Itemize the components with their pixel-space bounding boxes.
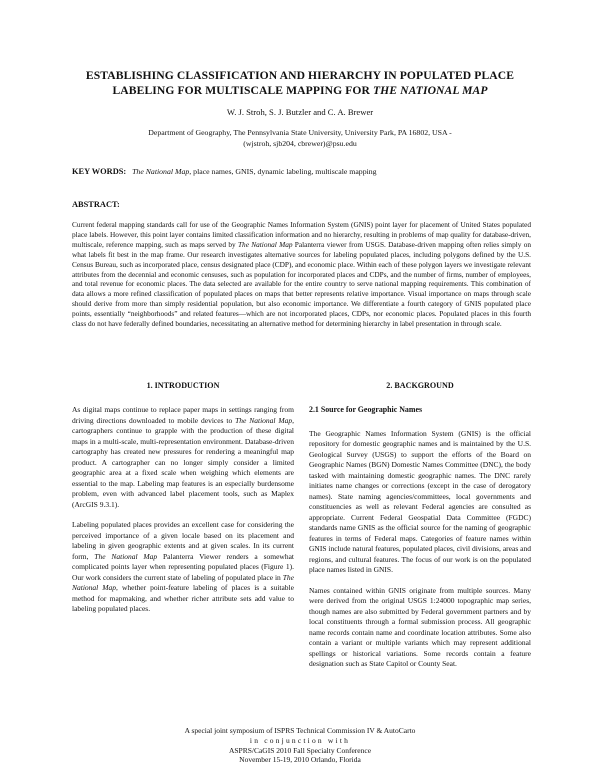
- footer-line-1: A special joint symposium of ISPRS Technical Commission IV & AutoCarto: [184, 726, 416, 735]
- abstract-text-2: Palanterra viewer from USGS. Database-driven mapping often relies simply on what labels fit best in the map frame. Our research investigates alternative sources for labeling populated places, including polygons defined by the U.S. Census Bureau, such as incorporated place, census designated place (CDP), and economic place. Within each of these polygon layers we investigate relevant attributes from the decennial and economic censuses, such as population for incorporated places and CDPs, and the number of firms, number of employees, and total revenue for economic places. The data selected are available for the entire country to serve national mapping requirements. This combination of data allows a more refined classification of populated places on maps that better represents relative importance. Visual importance on maps through scale should derive from more than simply residential population, but also economic importance. We differentiate a fourth category of GNIS populated place points, essentially “neighborhoods” and related features—which are not incorporated places, CDPs, nor economic places. Populated places in this fourth class do not have federally defined boundaries, necessitating an alternative method for determining hierarchy in label presentation in through scale.: [72, 239, 532, 329]
- right-column: [309, 381, 531, 680]
- background-paragraph-1: The Geographic Names Information System (GNIS) is the official repository for domestic geographic names and is maintained by the U.S. Geological Survey (USGS) to support the efforts of the Board on Geographic Names (BGN) Domestic Names Committee (DNC), the body tasked with maintaining domestic geographic names. The DNC rarely initiates name changes or corrections (except in the case of derogatory names). State naming agencies/committees, local governments and constituencies as well as relevant Federal agencies are consulted as appropriate. Current Federal Geospatial Data Committee (FGDC) standards name GNIS as the official source for the naming of geographic features in terms of Federal maps. Categories of feature names within GNIS include natural features, populated places, civil divisions, areas and regions, and cultural features. The focus of our work is on the populated place names listed in GNIS.: [309, 428, 531, 574]
- intro-p2-italic-2: The National Map: [72, 572, 294, 592]
- author-list: W. J. Stroh, S. J. Butzler and C. A. Brewer: [226, 107, 374, 117]
- title-line-2-italic: THE NATIONAL MAP: [372, 84, 488, 97]
- title-line-2-prefix: LABELING FOR MULTISCALE MAPPING FOR: [112, 84, 373, 97]
- section-heading-introduction: 1. INTRODUCTION: [146, 381, 220, 390]
- footer-line-3: ASPRS/CaGIS 2010 Fall Specialty Conference: [228, 745, 372, 755]
- intro-p2-text-a: Labeling populated places provides an excellent case for considering the perceived importance of a given locale based on its placement and labeling in given geographic extents and at given scales. In its current form,: [72, 520, 294, 561]
- intro-p2-italic-1: The National Map: [94, 551, 158, 561]
- intro-p1-text-a: As digital maps continue to replace paper maps in settings ranging from driving directions downloaded to mobile devices to: [72, 405, 294, 425]
- subsection-heading-geographic-names: 2.1 Source for Geographic Names: [309, 405, 423, 414]
- keywords-rest: , place names, GNIS, dynamic labeling, multiscale mapping: [189, 167, 377, 176]
- abstract-text-1: Current federal mapping standards call for use of the Geographic Names Information System (GNIS) point layer for placement of United States populated place labels. However, this point layer contains limited classification information and no hierarchy, resulting in problems of map quality for database-driven, multiscale, reference mapping, such as maps served by: [72, 220, 531, 249]
- keywords-italic: The National Map: [132, 167, 190, 176]
- intro-paragraph-1: [72, 405, 294, 510]
- keywords: [72, 166, 532, 177]
- footer-line-2: in conjunction with: [249, 735, 351, 745]
- title-line-2: [72, 83, 528, 98]
- intro-p1-italic: The National Map: [235, 415, 293, 425]
- abstract-body: [72, 220, 531, 329]
- intro-p2-text-b: Palanterra Viewer renders a somewhat complicated points layer when representing populated places (Figure 1). Our work considers the current state of labeling of populated place in: [72, 551, 294, 582]
- paper-title: [72, 68, 528, 98]
- footer-line-4: November 15-19, 2010 Orlando, Florida: [239, 755, 361, 765]
- affiliation-line-1: Department of Geography, The Pennsylvania State University, University Park, PA 16802, USA -: [148, 128, 452, 137]
- intro-paragraph-2: [72, 520, 294, 615]
- background-paragraph-2: Names contained within GNIS originate from multiple sources. Many were derived from the original USGS 1:24000 topographic map series, though names are also submitted by Federal government partners and by local constituents through a formal submission process. All geographic name records contain name and coordinate location attributes. Some also contain a variant or multiple variants which may represent additional spellings or historical variations. Some records contain a feature designation such as State Capitol or County Seat.: [309, 585, 531, 668]
- left-column: [72, 381, 294, 625]
- keywords-label: KEY WORDS:: [72, 167, 127, 176]
- abstract-italic: The National Map: [238, 239, 293, 249]
- abstract-heading: ABSTRACT:: [72, 200, 120, 209]
- conference-footer: [150, 726, 450, 765]
- intro-p2-text-c: , whether point-feature labeling of places is a suitable method for mapmaking, and whether richer attribute sets add value to labeling populated places.: [72, 583, 294, 613]
- intro-p1-text-b: , cartographers continue to grapple with the production of these digital maps in a multi-scale, multi-representation environment. Database-driven cartography has created new pressures for rendering a meaningful map product. A cartographer can no longer simply consider a limited geographic area at a fixed scale when weighing which elements are essential to the map. Labeling map features is an especially burdensome problem, even with advanced label placement tools, such as Maplex (ArcGIS 9.3.1).: [72, 415, 294, 509]
- affiliation-emails: (wjstroh, sjb204, cbrewer)@psu.edu: [243, 139, 357, 148]
- section-heading-background: 2. BACKGROUND: [386, 381, 454, 390]
- affiliation: [102, 127, 498, 149]
- title-line-1: ESTABLISHING CLASSIFICATION AND HIERARCHY IN POPULATED PLACE: [85, 69, 515, 82]
